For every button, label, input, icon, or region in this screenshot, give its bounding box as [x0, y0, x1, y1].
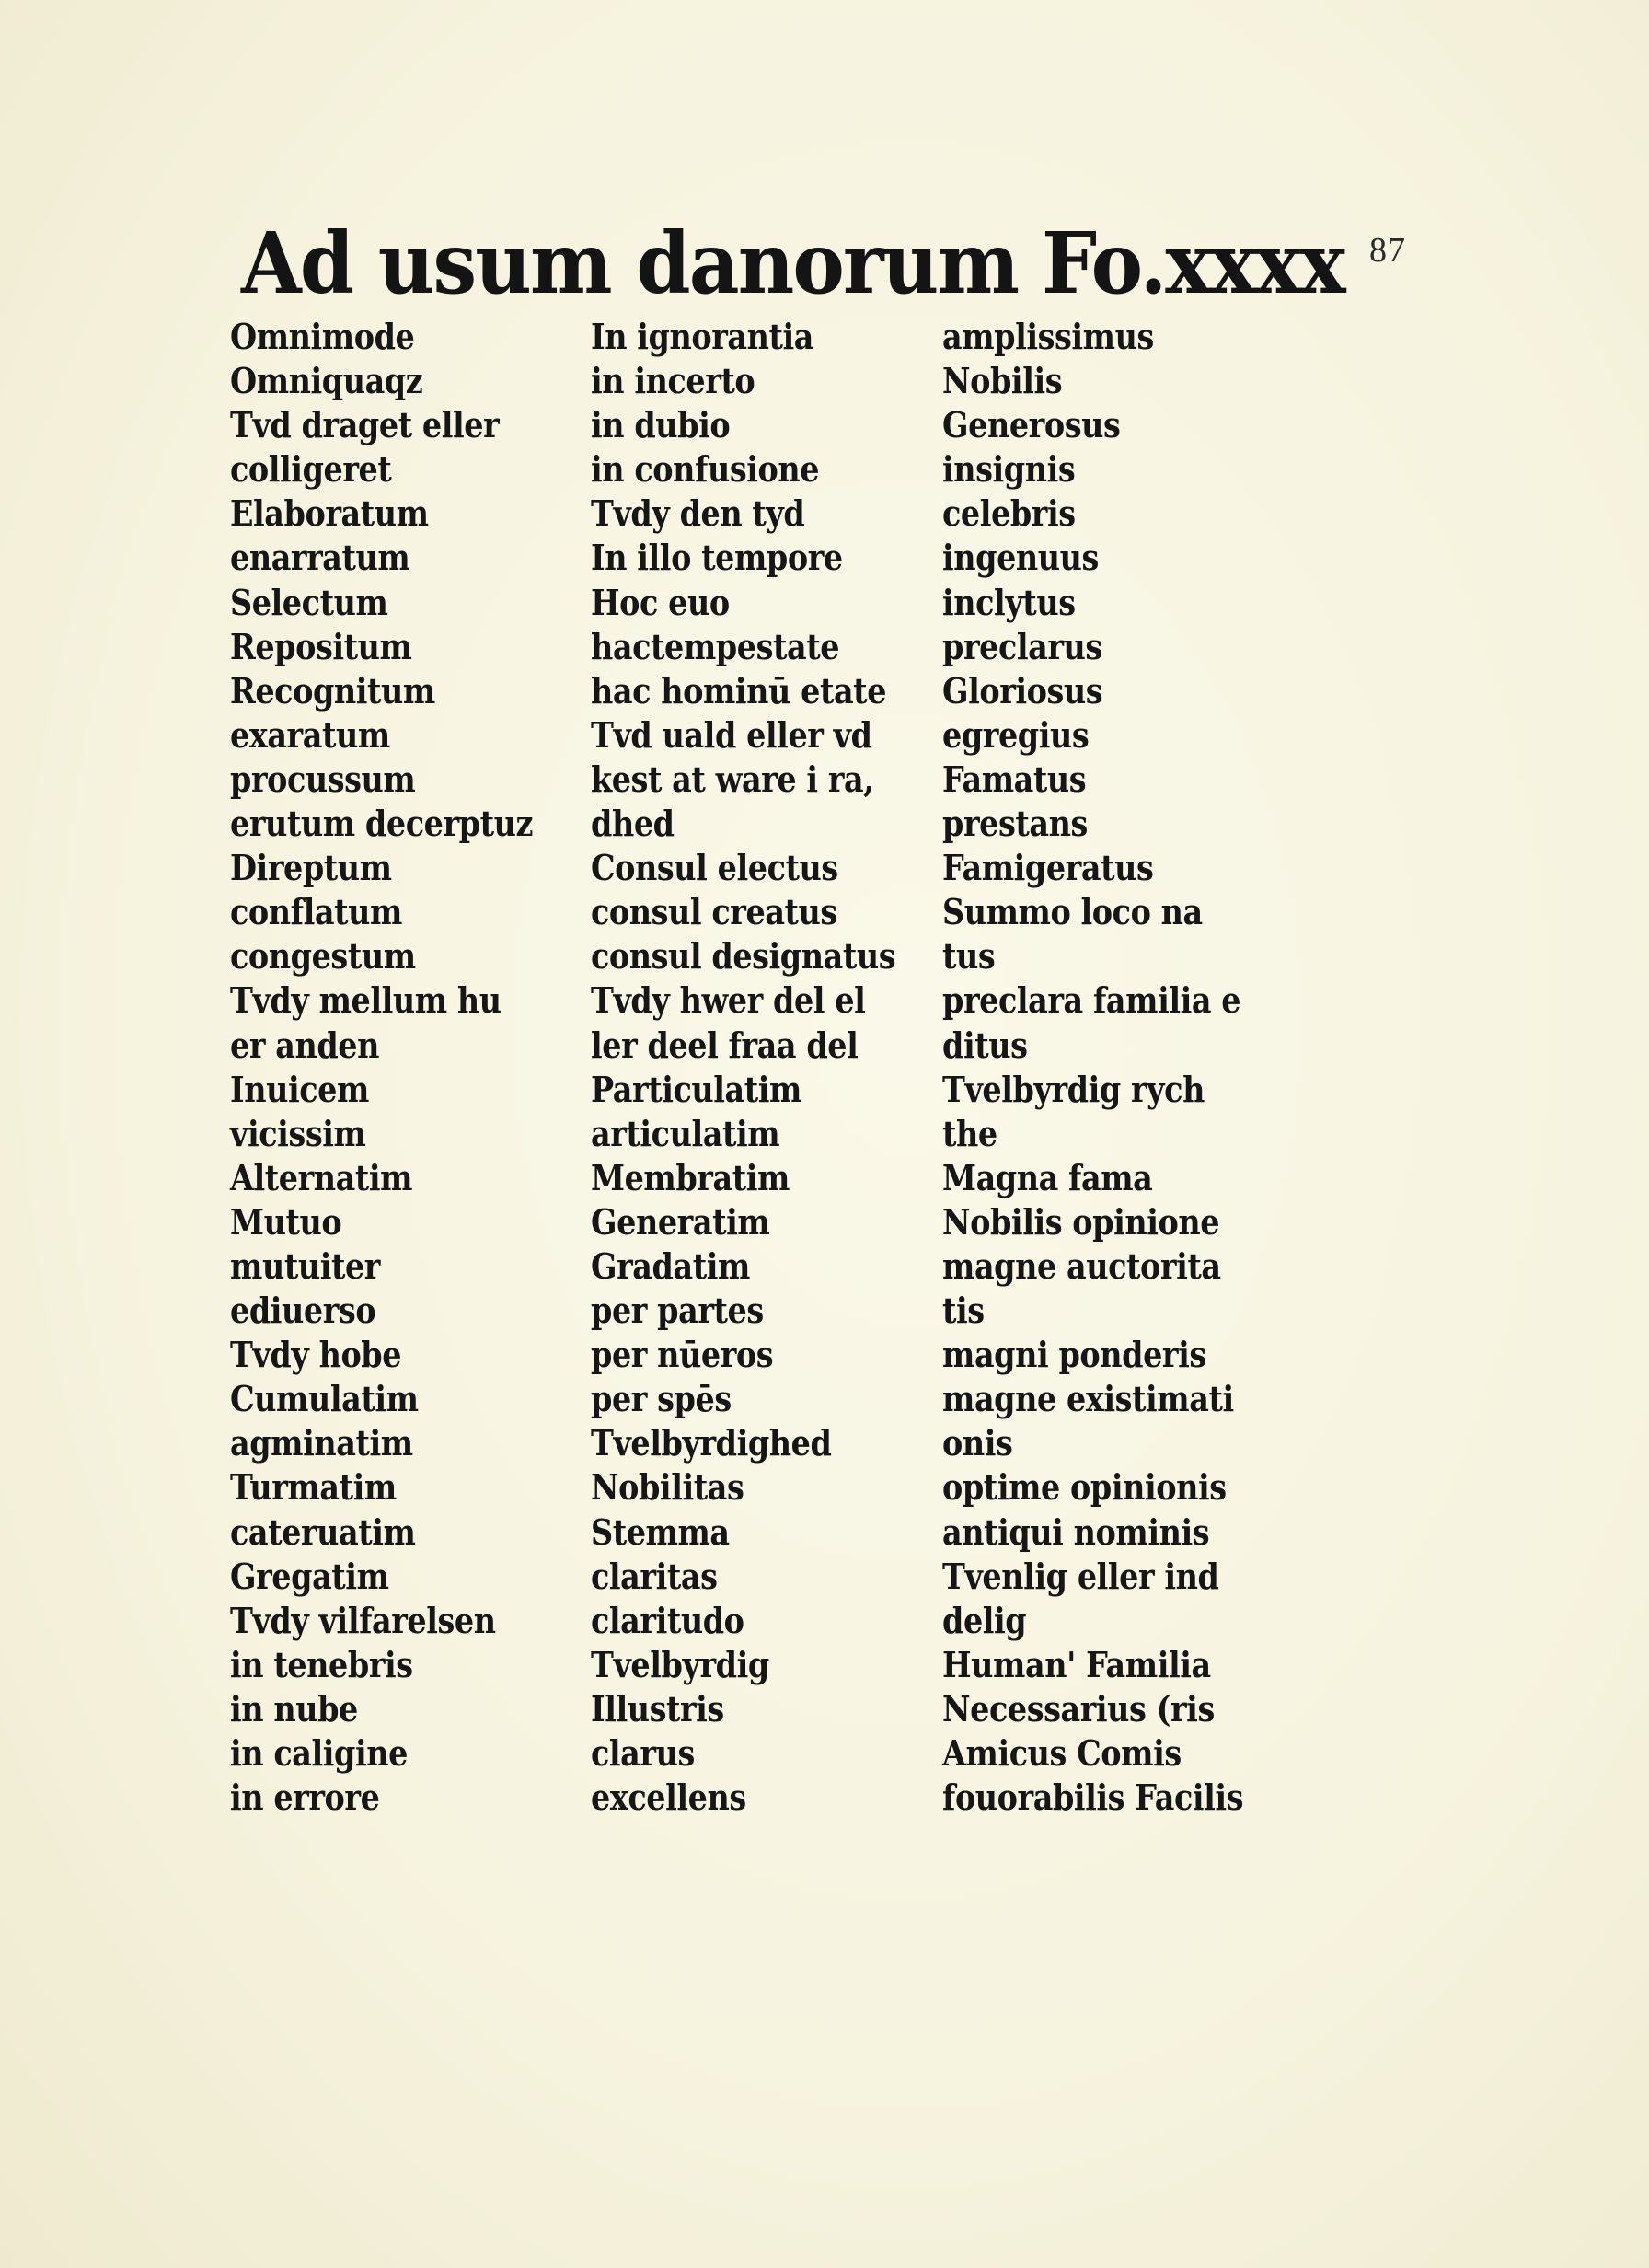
glossary-line: dhed	[591, 803, 675, 845]
glossary-line: prestans	[942, 803, 1088, 845]
glossary-line: consul creatus	[591, 891, 837, 933]
glossary-line: celebris	[942, 492, 1076, 535]
glossary-line: Necessarius (ris	[942, 1687, 1215, 1730]
glossary-line: Amicus Comis	[942, 1732, 1182, 1774]
glossary-line: cateruatim	[230, 1510, 416, 1553]
glossary-line: Tvenlig eller ind	[942, 1555, 1219, 1597]
glossary-line: preclarus	[942, 625, 1102, 667]
glossary-line: claritudo	[591, 1599, 744, 1641]
glossary-line: Nobilitas	[591, 1466, 744, 1509]
glossary-line: Selectum	[230, 581, 388, 623]
glossary-line: Mutuo	[230, 1200, 342, 1243]
glossary-line: exaratum	[230, 713, 390, 756]
glossary-line: magne existimati	[942, 1378, 1234, 1420]
glossary-line: inclytus	[942, 581, 1076, 623]
glossary-line: amplissimus	[942, 316, 1154, 357]
glossary-line: articulatim	[591, 1112, 780, 1154]
glossary-line: per partes	[591, 1290, 764, 1332]
glossary-line: colligeret	[230, 448, 392, 491]
glossary-line: the	[942, 1112, 997, 1154]
glossary-line: in tenebris	[230, 1643, 413, 1685]
glossary-line: congestum	[230, 935, 416, 978]
glossary-line: Hoc euo	[591, 581, 730, 623]
glossary-line: Turmatim	[230, 1466, 397, 1509]
glossary-line: Nobilis	[942, 360, 1063, 402]
folio-number: Fo.xxxx	[1042, 214, 1344, 313]
glossary-line: antiqui nominis	[942, 1510, 1210, 1553]
glossary-line: onis	[942, 1422, 1013, 1464]
glossary-line: Tvelbyrdig rych	[942, 1068, 1205, 1110]
glossary-line: Omnimode	[230, 316, 415, 357]
glossary-line: mutuiter	[230, 1244, 380, 1287]
glossary-line: Generosus	[942, 404, 1121, 446]
page-number: 87	[1369, 231, 1406, 270]
text-column-right	[942, 315, 1285, 1820]
glossary-line: ediuerso	[230, 1290, 376, 1332]
glossary-line: magni ponderis	[942, 1334, 1206, 1376]
glossary-line: agminatim	[230, 1422, 413, 1464]
glossary-line: Human' Familia	[942, 1643, 1211, 1685]
glossary-line: In illo tempore	[591, 537, 843, 579]
glossary-line: ditus	[942, 1024, 1028, 1066]
glossary-line: in nube	[230, 1687, 358, 1730]
glossary-line: Tvdy mellum hu	[230, 979, 502, 1022]
glossary-line: per nūeros	[591, 1334, 774, 1376]
glossary-line: Tvdy hwer del el	[591, 979, 866, 1022]
running-title: Ad usum danorum	[241, 214, 1019, 313]
glossary-line: tis	[942, 1290, 985, 1332]
glossary-line: procussum	[230, 758, 416, 800]
glossary-line: enarratum	[230, 537, 410, 579]
text-column-left	[230, 315, 574, 1820]
glossary-line: per spēs	[591, 1378, 732, 1420]
glossary-line: Alternatim	[230, 1156, 413, 1198]
glossary-line: Tvd uald eller vd	[591, 713, 872, 756]
glossary-line: Tvelbyrdighed	[591, 1422, 832, 1464]
glossary-line: Consul electus	[591, 847, 838, 889]
glossary-line: Gregatim	[230, 1555, 389, 1597]
glossary-line: ingenuus	[942, 537, 1099, 579]
glossary-line: Inuicem	[230, 1068, 369, 1110]
glossary-line: in errore	[230, 1776, 380, 1819]
glossary-line: Famatus	[942, 758, 1087, 800]
glossary-line: consul designatus	[591, 935, 896, 978]
glossary-line: fouorabilis Facilis	[942, 1776, 1244, 1819]
glossary-line: optime opinionis	[942, 1466, 1227, 1509]
glossary-line: Nobilis opinione	[942, 1200, 1220, 1243]
glossary-line: Tvd draget eller	[230, 404, 500, 446]
glossary-line: Particulatim	[591, 1068, 801, 1110]
glossary-line: Repositum	[230, 625, 412, 667]
glossary-line: egregius	[942, 713, 1090, 756]
glossary-line: magne auctorita	[942, 1244, 1221, 1287]
glossary-line: tus	[942, 935, 996, 978]
glossary-line: Famigeratus	[942, 847, 1154, 889]
glossary-line: kest at ware i ra,	[591, 758, 874, 800]
glossary-line: in dubio	[591, 404, 731, 446]
glossary-line: insignis	[942, 448, 1076, 491]
glossary-line: Tvdy den tyd	[591, 492, 805, 535]
glossary-line: preclara familia e	[942, 979, 1241, 1022]
glossary-line: in caligine	[230, 1732, 408, 1774]
glossary-line: conflatum	[230, 891, 402, 933]
text-column-middle	[591, 315, 937, 1820]
glossary-line: claritas	[591, 1555, 718, 1597]
glossary-line: Cumulatim	[230, 1378, 419, 1420]
glossary-line: excellens	[591, 1776, 746, 1819]
glossary-line: Tvdy hobe	[230, 1334, 402, 1376]
glossary-line: hactempestate	[591, 625, 840, 667]
glossary-line: delig	[942, 1599, 1027, 1641]
glossary-line: vicissim	[230, 1112, 366, 1154]
glossary-line: Stemma	[591, 1510, 730, 1553]
glossary-line: Gradatim	[591, 1244, 750, 1287]
glossary-line: Direptum	[230, 847, 392, 889]
glossary-line: in incerto	[591, 360, 755, 402]
glossary-line: Membratim	[591, 1156, 790, 1198]
glossary-line: erutum decerptuz	[230, 803, 533, 845]
glossary-line: Gloriosus	[942, 669, 1103, 712]
glossary-line: In ignorantia	[591, 316, 813, 357]
glossary-line: Recognitum	[230, 669, 435, 712]
glossary-line: Elaboratum	[230, 492, 429, 535]
glossary-line: er anden	[230, 1024, 379, 1066]
glossary-line: Illustris	[591, 1687, 724, 1730]
glossary-line: Tvdy vilfarelsen	[230, 1599, 496, 1641]
glossary-line: Omniquaqz	[230, 360, 423, 402]
glossary-line: Generatim	[591, 1200, 770, 1243]
glossary-line: Magna fama	[942, 1156, 1153, 1198]
glossary-line: clarus	[591, 1732, 695, 1774]
glossary-line: Summo loco na	[942, 891, 1203, 933]
glossary-line: hac hominū etate	[591, 669, 887, 712]
glossary-line: in confusione	[591, 448, 820, 491]
glossary-line: Tvelbyrdig	[591, 1643, 769, 1685]
glossary-line: ler deel fraa del	[591, 1024, 859, 1066]
